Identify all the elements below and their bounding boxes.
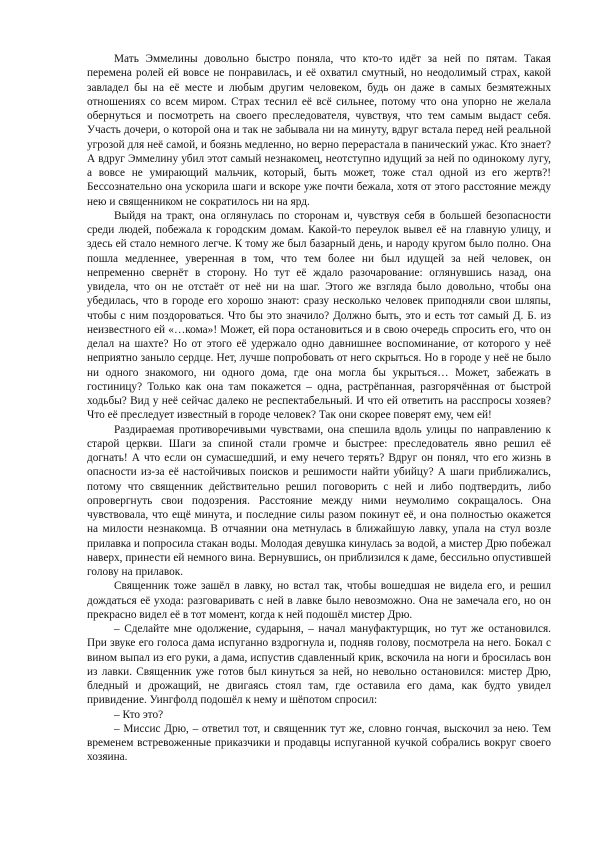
paragraph-2: Выйдя на тракт, она оглянулась по сторонам и, чувствуя себя в большей безопасности среди людей, побежала к городским домам. Какой-то переулок вывел её на главную улицу, и здесь ей стало немного легче. К тому же был базарный день, и народу кругом было полно. Она пошла медленнее, уверенная в том, что тем более ни был идущей за ней человек, он непременно свернёт в сторону. Но тут её ждало разочарование: оглянувшись назад, она увидела, что он не отстаёт от неё ни на шаг. Этого же взгляда было довольно, чтобы она убедилась, что в городе его хорошо знают: сразу несколько человек приподняли свои шляпы, чтобы с ним поздороваться. Что бы это значило? Должно быть, это и есть тот самый Д. Б. из неизвестного ей «…кома»! Может, ей пора остановиться и в свою очередь спросить его, что он делал на шахте? Но от этого её удержало одно давнишнее воспоминание, от которого у неё неприятно заныло сердце. Нет, лучше попробовать от него скрыться. Но в городе у неё не было ни одного знакомого, ни одного дома, где она могла бы укрыться… Может, забежать в гостиницу? Только как она там покажется – одна, растрёпанная, разгорячённая от быстрой ходьбы? Вид у неё сейчас далеко не респектабельный. И что ей ответить на расспросы хозяев? Что её преследует известный в городе человек? Так они скорее поверят ему, чем ей! [87,209,551,422]
paragraph-1: Мать Эммелины довольно быстро поняла, что кто-то идёт за ней по пятам. Такая перемена ролей ей вовсе не понравилась, и её охватил смутный, но неодолимый страх, какой завладел бы на её месте и любым другим человеком, будь он даже в самых безмятежных отношениях со всем миром. Страх теснил её всё сильнее, потому что она упорно не желала обернуться и посмотреть на своего преследователя, чувствуя, что тем самым выдаст себя. Участь дочери, о которой она и так не забывала ни на минуту, вдруг встала перед ней реальной угрозой для неё самой, и боязнь медленно, но верно перерастала в панический ужас. Кто знает? А вдруг Эммелину убил этот самый незнакомец, неотступно идущий за ней по одинокому лугу, а вовсе не умирающий мальчик, который, быть может, тоже стал одной из его жертв?! Бессознательно она ускорила шаги и вскоре уже почти бежала, хотя от этого расстояние между нею и священником не сократилось ни на ярд. [87,53,551,208]
dialogue-line-1: – Сделайте мне одолжение, сударыня, – начал мануфактурщик, но тут же остановился. При звуке его голоса дама испуганно вздрогнула и, подняв голову, посмотрела на него. Бокал с вином выпал из его руки, а дама, испустив сдавленный крик, вскочила на ноги и бросилась вон из лавки. Священник уже готов был кинуться за ней, но невольно остановился: мистер Дрю, бледный и дрожащий, не двигаясь стоял там, где оставила его дама, как будто увидел привидение. Уингфолд подошёл к нему и шёпотом спросил: [87,623,551,707]
paragraph-3: Раздираемая противоречивыми чувствами, она спешила вдоль улицы по направлению к старой церкви. Шаги за спиной стали громче и быстрее: преследователь явно решил её догнать! А что если он сумасшедший, и ему нечего терять? Вдруг он понял, что его жизнь в опасности из-за её настойчивых поисков и решимости найти убийцу? А шаги приближались, потому что священник действительно решил поговорить с ней и либо подтвердить, либо опровергнуть свои подозрения. Расстояние между ними неумолимо сокращалось. Она чувствовала, что ещё минута, и последние силы разом покинут её, и она полностью окажется на милости незнакомца. В отчаянии она метнулась в ближайшую лавку, упала на стул возле прилавка и попросила стакан воды. Молодая девушка кинулась за водой, а мистер Дрю побежал наверх, принести ей немного вина. Вернувшись, он приблизился к даме, бессильно опустившей голову на прилавок. [87,423,551,578]
document-page [87,52,551,765]
dialogue-line-3: – Миссис Дрю, – ответил тот, и священник тут же, словно гончая, выскочил за нею. Тем временем встревоженные приказчики и продавцы испуганной кучкой собрались вокруг своего хозяина. [87,722,551,764]
paragraph-4: Священник тоже зашёл в лавку, но встал так, чтобы вошедшая не видела его, и решил дождаться её ухода: разговаривать с ней в лавке было невозможно. Она не замечала его, но он прекрасно видел её в тот момент, когда к ней подошёл мистер Дрю. [87,580,551,621]
dialogue-line-2: – Кто это? [114,708,164,721]
